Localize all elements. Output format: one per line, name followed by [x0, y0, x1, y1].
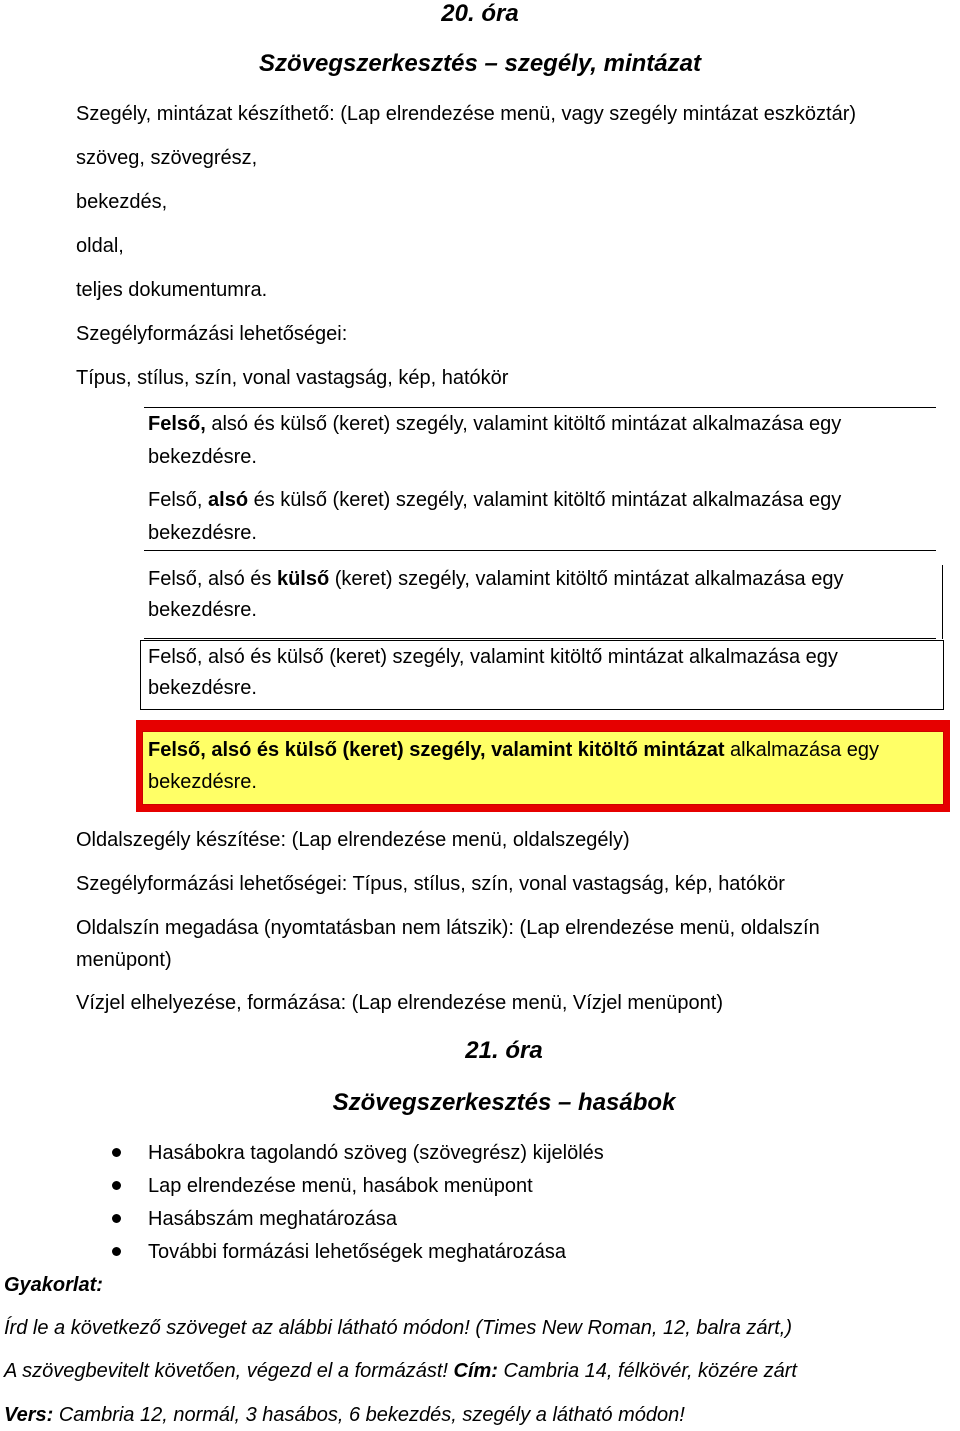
sample-paragraph-2-line2: bekezdésre.	[148, 522, 257, 544]
target-item: bekezdés,	[76, 191, 168, 213]
sample-paragraph-1-line2: bekezdésre.	[148, 446, 257, 468]
bullet-item: Hasábszám meghatározása	[148, 1208, 398, 1230]
practice-line-2: A szövegbevitelt követően, végezd el a formázást! Cím: Cambria 14, félkövér, közére zárt	[4, 1360, 797, 1382]
bullet-item: További formázási lehetőségek meghatározása	[148, 1241, 567, 1263]
page-color-paragraph-line2: menüpont)	[76, 949, 172, 971]
options-list: Típus, stílus, szín, vonal vastagság, kép, hatókör	[76, 367, 509, 389]
practice-line-1: Írd le a következő szöveget az alábbi látható módon! (Times New Roman, 12, balra zárt,)	[4, 1317, 792, 1339]
bottom-border-line	[144, 550, 936, 551]
separator-line	[144, 638, 936, 639]
target-item: szöveg, szövegrész,	[76, 147, 258, 169]
practice-line-3: Vers: Cambria 12, normál, 3 hasábos, 6 bekezdés, szegély a látható módon!	[4, 1404, 685, 1426]
bullet-icon	[112, 1181, 121, 1190]
lesson-number: 20. óra	[441, 0, 519, 27]
sample-paragraph-1: Felső, alsó és külső (keret) szegély, valamint kitöltő mintázat alkalmazása egy	[148, 413, 842, 435]
practice-label: Gyakorlat:	[4, 1274, 103, 1296]
sample-paragraph-3: Felső, alsó és külső (keret) szegély, valamint kitöltő mintázat alkalmazása egy	[148, 568, 844, 590]
top-border-line	[144, 407, 936, 408]
lesson-title: Szövegszerkesztés – hasábok	[332, 1089, 676, 1116]
bullet-item: Lap elrendezése menü, hasábok menüpont	[148, 1175, 533, 1197]
options-label: Szegélyformázási lehetőségei:	[76, 323, 348, 345]
bullet-icon	[112, 1214, 121, 1223]
page-border-options: Szegélyformázási lehetőségei: Típus, stílus, szín, vonal vastagság, kép, hatókör	[76, 873, 785, 895]
lesson-number: 21. óra	[465, 1037, 543, 1064]
sample-paragraph-3-line2: bekezdésre.	[148, 599, 257, 621]
sample-paragraph-2: Felső, alsó és külső (keret) szegély, valamint kitöltő mintázat alkalmazása egy	[148, 489, 842, 511]
watermark-paragraph: Vízjel elhelyezése, formázása: (Lap elrendezése menü, Vízjel menüpont)	[76, 992, 724, 1014]
target-item: teljes dokumentumra.	[76, 279, 268, 301]
sample-paragraph-4: Felső, alsó és külső (keret) szegély, valamint kitöltő mintázat alkalmazása egy	[148, 646, 838, 668]
bullet-icon	[112, 1148, 121, 1157]
right-border-line	[942, 565, 943, 639]
page-border-paragraph: Oldalszegély készítése: (Lap elrendezése menü, oldalszegély)	[76, 829, 630, 851]
sample-paragraph-5-line2: bekezdésre.	[148, 771, 257, 793]
bullet-icon	[112, 1247, 121, 1256]
sample-paragraph-4-line2: bekezdésre.	[148, 677, 257, 699]
page-color-paragraph: Oldalszín megadása (nyomtatásban nem látszik): (Lap elrendezése menü, oldalszín	[76, 917, 820, 939]
lesson-title: Szövegszerkesztés – szegély, mintázat	[259, 50, 701, 77]
sample-paragraph-5: Felső, alsó és külső (keret) szegély, valamint kitöltő mintázat alkalmazása egy	[148, 739, 880, 761]
target-item: oldal,	[76, 235, 124, 257]
intro-paragraph: Szegély, mintázat készíthető: (Lap elrendezése menü, vagy szegély mintázat eszköztár)	[76, 103, 857, 125]
bullet-item: Hasábokra tagolandó szöveg (szövegrész) kijelölés	[148, 1142, 604, 1164]
